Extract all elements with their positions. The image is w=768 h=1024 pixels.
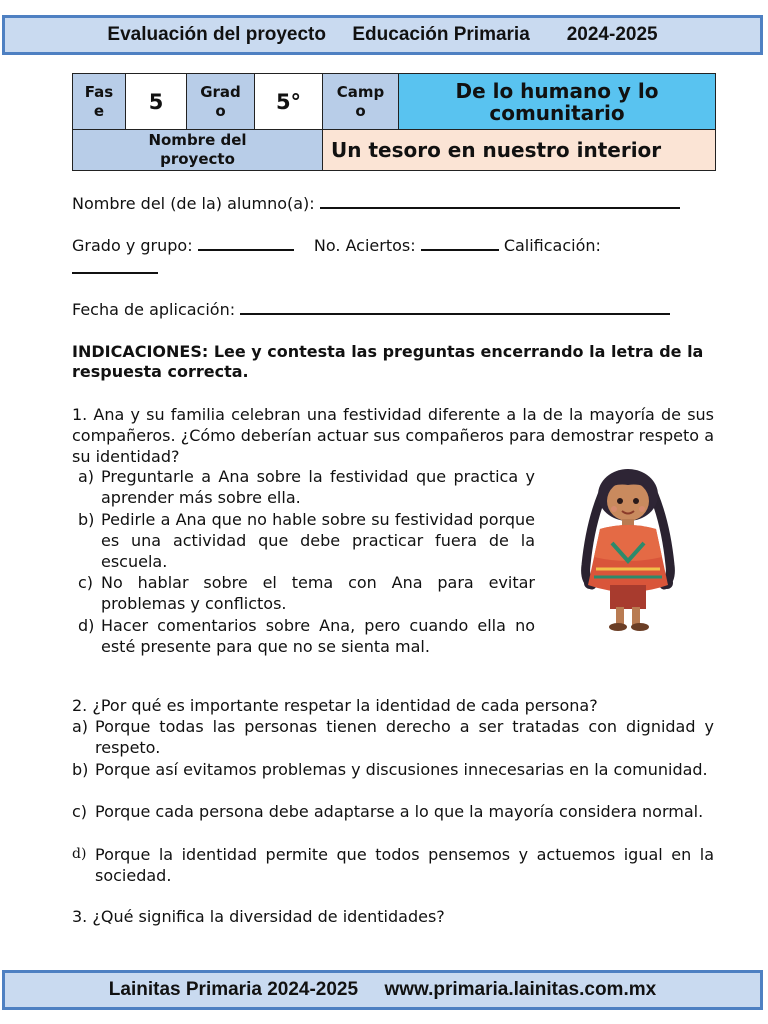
proyecto-value: Un tesoro en nuestro interior bbox=[323, 130, 716, 171]
option-letter: c) bbox=[78, 573, 94, 592]
fecha-label: Fecha de aplicación: bbox=[72, 300, 236, 319]
grado-label: Grad o bbox=[187, 74, 255, 130]
calificacion-field bbox=[72, 258, 158, 278]
option-text: Porque así evitamos problemas y discusiones innecesarias en la comunidad. bbox=[95, 760, 708, 779]
q2-option-c[interactable] bbox=[72, 801, 714, 822]
option-text: Porque cada persona debe adaptarse a lo que la mayoría considera normal. bbox=[95, 802, 704, 821]
aciertos-blank[interactable] bbox=[421, 235, 499, 251]
header-banner bbox=[2, 15, 763, 55]
option-text: Porque la identidad permite que todos pensemos y actuemos igual en la sociedad. bbox=[95, 845, 714, 885]
question-1-text: 1. Ana y su familia celebran una festividad diferente a la de la mayoría de sus compañeros. ¿Cómo deberían actuar sus compañeros para demostrar respeto a su identidad? bbox=[72, 405, 714, 466]
question-2-text: 2. ¿Por qué es importante respetar la identidad de cada persona? bbox=[72, 696, 598, 715]
question-3-text: 3. ¿Qué significa la diversidad de identidades? bbox=[72, 907, 445, 926]
option-text: No hablar sobre el tema con Ana para evitar problemas y conflictos. bbox=[101, 573, 535, 613]
q1-option-b[interactable] bbox=[78, 509, 535, 572]
option-letter: c) bbox=[72, 802, 88, 821]
option-letter: a) bbox=[78, 467, 95, 486]
option-letter: b) bbox=[72, 760, 89, 779]
q2-option-a[interactable] bbox=[72, 716, 714, 758]
option-letter: a) bbox=[72, 717, 89, 736]
header-year: 2024-2025 bbox=[566, 24, 658, 45]
fecha-blank[interactable] bbox=[240, 299, 670, 315]
footer-banner bbox=[2, 970, 763, 1010]
alumno-blank[interactable] bbox=[320, 193, 680, 209]
footer-brand: Lainitas Primaria 2024-2025 bbox=[108, 979, 359, 1000]
campo-value: De lo humano y lo comunitario bbox=[399, 74, 716, 130]
alumno-label: Nombre del (de la) alumno(a): bbox=[72, 194, 315, 213]
grado-grupo-blank[interactable] bbox=[198, 235, 294, 251]
grado-grupo-label: Grado y grupo: bbox=[72, 236, 193, 255]
grado-value: 5° bbox=[255, 74, 323, 130]
option-text: Hacer comentarios sobre Ana, pero cuando ella no esté presente para que no se sienta mal. bbox=[101, 616, 535, 656]
q1-option-a[interactable] bbox=[78, 466, 535, 508]
option-letter: b) bbox=[78, 510, 95, 529]
alumno-field bbox=[72, 193, 680, 213]
q2-option-d[interactable] bbox=[72, 844, 714, 886]
q1-option-d[interactable] bbox=[78, 615, 535, 657]
grado-grupo-field bbox=[72, 235, 601, 255]
header-title: Evaluación del proyecto bbox=[107, 24, 326, 45]
option-text: Preguntarle a Ana sobre la festividad que practica y aprender más sobre ella. bbox=[101, 467, 535, 507]
q1-option-c[interactable] bbox=[78, 572, 535, 614]
option-text: Pedirle a Ana que no hable sobre su festividad porque es una actividad que debe practicar fuera de la escuela. bbox=[101, 510, 535, 571]
footer-url[interactable]: www.primaria.lainitas.com.mx bbox=[384, 979, 657, 1000]
project-info-table bbox=[72, 73, 716, 171]
proyecto-label: Nombre del proyecto bbox=[73, 130, 323, 171]
q2-option-b[interactable] bbox=[72, 759, 714, 780]
instructions: INDICACIONES: Lee y contesta las preguntas encerrando la letra de la respuesta correcta. bbox=[72, 342, 704, 381]
option-letter: d) bbox=[72, 846, 87, 862]
fecha-field bbox=[72, 299, 670, 319]
calificacion-label: Calificación: bbox=[503, 236, 601, 255]
option-letter: d) bbox=[78, 616, 95, 635]
option-text: Porque todas las personas tienen derecho a ser tratadas con dignidad y respeto. bbox=[95, 717, 714, 757]
fase-value: 5 bbox=[126, 74, 187, 130]
campo-label: Camp o bbox=[323, 74, 399, 130]
fase-label: Fas e bbox=[73, 74, 126, 130]
aciertos-label: No. Aciertos: bbox=[313, 236, 416, 255]
header-level: Educación Primaria bbox=[352, 24, 530, 45]
girl-illustration bbox=[572, 465, 684, 637]
calificacion-blank[interactable] bbox=[72, 258, 158, 274]
